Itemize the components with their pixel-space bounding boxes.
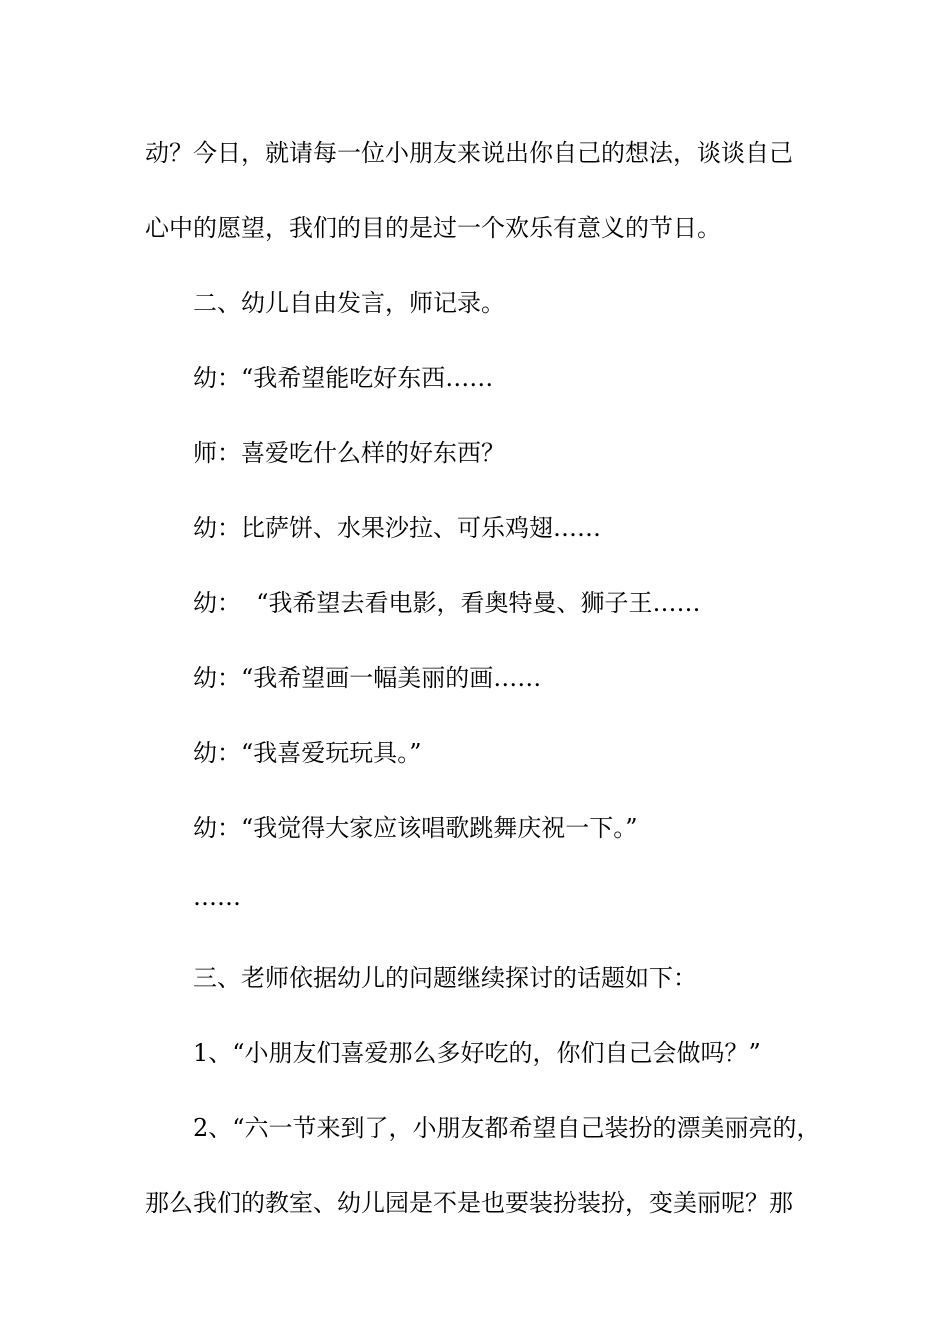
paragraph-line: 那么我们的教室、幼儿园是不是也要装扮装扮，变美丽呢？那 [145, 1189, 793, 1217]
dialogue-line: 幼：“我喜爱玩玩具。” [193, 739, 422, 767]
paragraph-line: 动？今日，就请每一位小朋友来说出你自己的想法，谈谈自己 [145, 139, 793, 167]
list-item: 1、“小朋友们喜爱那么多好吃的，你们自己会做吗？” [193, 1039, 761, 1067]
paragraph-line: 心中的愿望，我们的目的是过一个欢乐有意义的节日。 [145, 214, 721, 242]
dialogue-line: 幼：比萨饼、水果沙拉、可乐鸡翅…… [193, 514, 601, 542]
dialogue-line: 幼：“我觉得大家应该唱歌跳舞庆祝一下。” [193, 814, 638, 842]
list-item: 2、“六一节来到了，小朋友都希望自己装扮的漂美丽亮的， [193, 1114, 821, 1142]
dialogue-line: 幼：“我希望能吃好东西…… [193, 364, 494, 392]
dialogue-line: 幼： “我希望去看电影，看奥特曼、狮子王…… [193, 589, 701, 617]
section-heading: 三、老师依据幼儿的问题继续探讨的话题如下： [193, 964, 697, 992]
ellipsis-line: …… [193, 883, 241, 911]
section-heading: 二、幼儿自由发言，师记录。 [193, 289, 505, 317]
dialogue-line: 幼：“我希望画一幅美丽的画…… [193, 664, 542, 692]
dialogue-line: 师：喜爱吃什么样的好东西？ [193, 439, 505, 467]
